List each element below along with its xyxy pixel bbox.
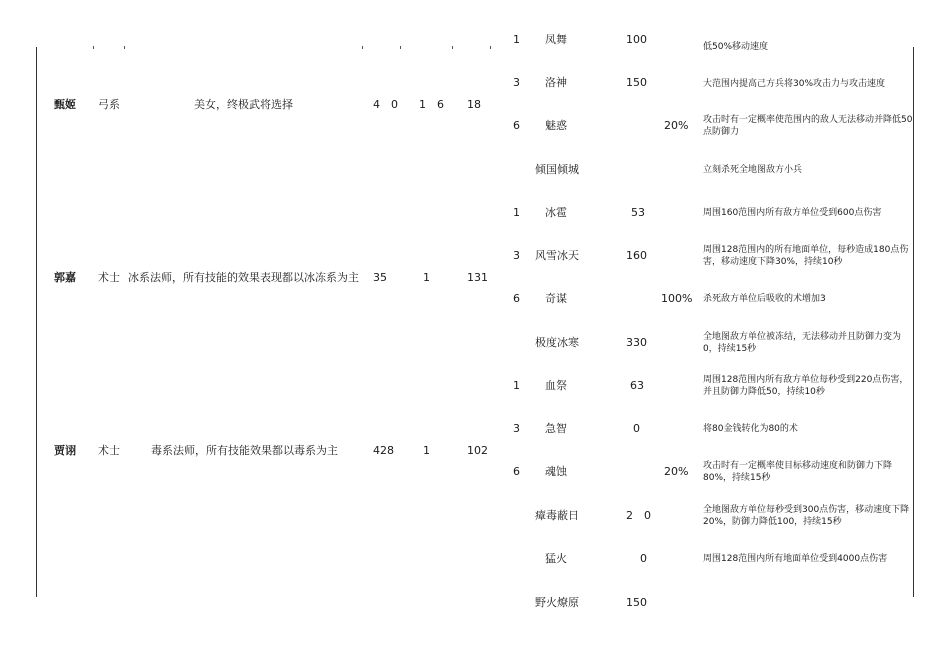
hero-stat-1: 4 0	[373, 98, 398, 111]
tick-mark	[93, 46, 94, 49]
hero-stat-2: 1 6	[419, 98, 444, 111]
skill-level: 1	[513, 206, 520, 219]
skill-effect: 攻击时有一定概率使目标移动速度和防御力下降80%，持续15秒	[703, 461, 893, 483]
hero-desc: 美女，终极武将选择	[194, 98, 293, 111]
skill-level: 6	[513, 119, 520, 132]
hero-stat-2: 1	[423, 271, 430, 284]
skill-level: 1	[513, 33, 520, 46]
skill-cost: 150	[626, 76, 647, 89]
skill-effect: 周围128范围内的所有地面单位，每秒造成180点伤害，移动速度下降30%，持续10秒	[703, 245, 909, 267]
skill-chance: 20%	[664, 119, 689, 132]
skill-effect: 杀死敌方单位后吸收的术增加3	[703, 294, 826, 304]
skill-name: 瘴毒蔽日	[535, 509, 579, 522]
skill-level: 3	[513, 76, 520, 89]
skill-cost: 0	[640, 552, 647, 565]
skill-name: 血祭	[545, 379, 567, 392]
skill-effect: 周围160范围内所有敌方单位受到600点伤害	[703, 208, 882, 218]
skill-cost: 2 0	[626, 509, 651, 522]
hero-desc: 毒系法师，所有技能效果都以毒系为主	[151, 444, 338, 457]
skill-effect: 低50%移动速度	[703, 42, 769, 52]
hero-desc: 冰系法师，所有技能的效果表现都以冰冻系为主	[128, 271, 359, 284]
skill-name: 魅惑	[545, 119, 567, 132]
skill-cost: 160	[626, 249, 647, 262]
skill-name: 奇谋	[545, 292, 567, 305]
tick-mark	[452, 46, 453, 49]
skill-effect: 大范围内提高己方兵将30%攻击力与攻击速度	[703, 79, 886, 89]
skill-level: 6	[513, 465, 520, 478]
tick-mark	[400, 46, 401, 49]
tick-mark	[362, 46, 363, 49]
skill-name: 倾国倾城	[535, 163, 579, 176]
skill-name: 风雪冰天	[535, 249, 579, 262]
hero-name: 郭嘉	[54, 271, 76, 284]
hero-name: 贾诩	[54, 444, 76, 457]
skill-cost: 53	[631, 206, 645, 219]
skill-cost: 63	[630, 379, 644, 392]
skill-effect: 全地图敌方单位每秒受到300点伤害，移动速度下降20%，防御力降低100，持续15秒	[703, 505, 910, 527]
tick-mark	[490, 46, 491, 49]
skill-effect: 攻击时有一定概率使范围内的敌人无法移动并降低50点防御力	[703, 115, 913, 137]
hero-name: 甄姬	[54, 98, 76, 111]
hero-stat-1: 428	[373, 444, 394, 457]
hero-type: 术士	[98, 444, 120, 457]
skill-name: 凤舞	[545, 33, 567, 46]
skill-effect: 周围128范围内所有地面单位受到4000点伤害	[703, 554, 888, 564]
skill-chance: 100%	[661, 292, 693, 305]
skill-level: 3	[513, 249, 520, 262]
hero-stat-3: 131	[467, 271, 488, 284]
skill-name: 洛神	[545, 76, 567, 89]
skill-effect: 周围128范围内所有敌方单位每秒受到220点伤害，并且防御力降低50，持续10秒	[703, 375, 909, 397]
skill-cost: 150	[626, 596, 647, 609]
right-border	[913, 47, 914, 597]
skill-name: 野火燎原	[535, 596, 579, 609]
hero-type: 弓系	[98, 98, 120, 111]
skill-name: 极度冰寒	[535, 336, 579, 349]
skill-effect: 将80金钱转化为80的术	[703, 424, 798, 434]
skill-level: 3	[513, 422, 520, 435]
left-border	[36, 47, 37, 597]
skill-effect: 全地图敌方单位被冻结，无法移动并且防御力变为0，持续15秒	[703, 332, 902, 354]
skill-cost: 0	[633, 422, 640, 435]
skill-name: 急智	[545, 422, 567, 435]
hero-stat-2: 1	[423, 444, 430, 457]
skill-name: 魂蚀	[545, 465, 567, 478]
hero-stat-3: 18	[467, 98, 481, 111]
skill-effect: 立刻杀死全地图敌方小兵	[703, 165, 803, 175]
skill-level: 1	[513, 379, 520, 392]
skill-cost: 100	[626, 33, 647, 46]
skill-cost: 330	[626, 336, 647, 349]
skill-chance: 20%	[664, 465, 689, 478]
skill-level: 6	[513, 292, 520, 305]
tick-mark	[124, 46, 125, 49]
hero-type: 术士	[98, 271, 120, 284]
hero-stat-1: 35	[373, 271, 387, 284]
skill-name: 冰雹	[545, 206, 567, 219]
skill-name: 猛火	[545, 552, 567, 565]
hero-stat-3: 102	[467, 444, 488, 457]
